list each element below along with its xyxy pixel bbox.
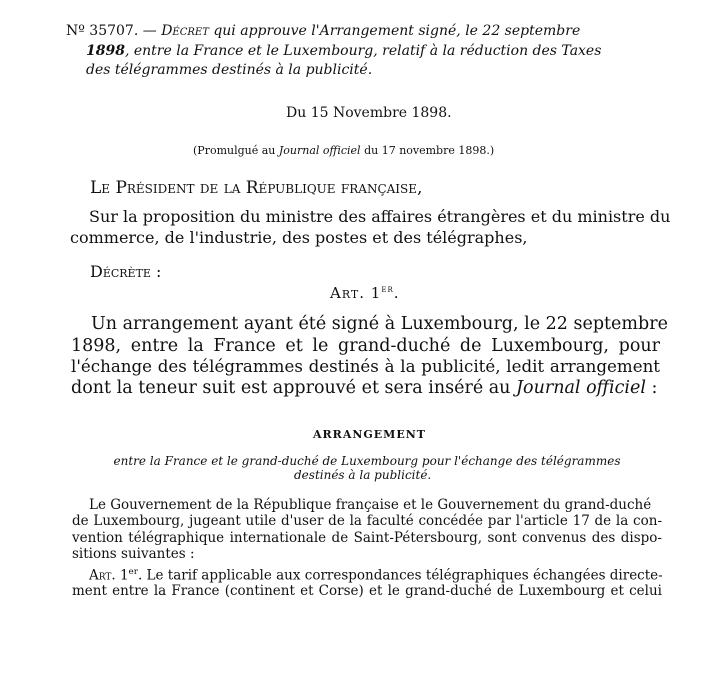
decrete-heading: Décrète : [90,262,162,281]
promulgation-note [193,145,494,156]
decree-date: Du 15 Novembre 1898. [286,105,452,121]
article-line-4 [71,380,657,398]
article-line-4-end: : [645,378,658,398]
proposition-line-1: Sur la proposition du ministre des affaires étrangères et du ministre du [89,207,671,226]
title-year: 1898 [86,43,125,59]
article-line-2: 1898, entre la France et le grand-duché de Luxembourg, pour [71,336,660,356]
decree-number: Nº 35707. [66,23,139,39]
arrangement-para-line-4: sitions suivantes : [72,546,195,562]
arrangement-article-1-label: Art. 1 [89,567,129,584]
promulgation-journal: Journal officiel [278,144,361,157]
arrangement-para-line-2: de Luxembourg, jugeant utile d'user de la faculté concédée par l'article 17 de la con- [72,513,662,529]
decree-title-line-3: des télégrammes destinés à la publicité. [86,62,373,78]
arrangement-article-1-sup: er [128,567,138,577]
article-line-4-journal: Journal officiel [516,378,646,398]
promulgation-open: (Promulgué au [193,144,279,157]
arrangement-subtitle-line-1: entre la France et le grand-duché de Luxembourg pour l'échange des télégrammes [113,454,621,468]
article-1-label: Art. 1 [330,284,382,302]
article-line-3: l'échange des télégrammes destinés à la publicité, ledit arrangement [71,357,660,376]
article-line-4-start: dont la teneur suit est approuvé et sera inséré au [71,378,517,398]
title-text-2: , entre la France et le Luxembourg, relatif à la réduction des Taxes [124,43,602,59]
proposition-line-2: commerce, de l'industrie, des postes et des télégraphes, [70,228,528,247]
article-1-heading [330,285,400,301]
promulgation-close: du 17 novembre 1898.) [360,144,495,157]
arrangement-article-1-line-1 [89,568,662,583]
decree-title-line-2 [86,44,601,58]
president-heading: Le Président de la République française, [90,178,423,198]
title-text-1: qui approuve l'Arrangement signé, le 22 septembre [208,23,581,39]
arrangement-para-line-3: vention télégraphique internationale de Saint-Pétersbourg, sont convenus des dispo- [72,530,662,546]
arrangement-article-1-text: . Le tarif applicable aux correspondances télégraphiques échangées directe- [137,567,663,584]
arrangement-subtitle-line-2: destinés à la publicité. [294,468,432,482]
arrangement-article-1-line-2: ment entre la France (continent et Corse) et le grand-duché de Luxembourg et celui [72,583,662,599]
arrangement-heading: ARRANGEMENT [313,428,426,441]
article-line-1: Un arrangement ayant été signé à Luxembourg, le 22 septembre [91,314,668,334]
article-1-sup: er [381,284,394,295]
decret-word: Décret [161,23,209,39]
arrangement-para-line-1: Le Gouvernement de la République française et le Gouvernement du grand-duché [89,497,652,513]
decree-title-line-1 [66,24,660,38]
title-dash: — [138,23,162,39]
article-1-dot: . [393,284,400,302]
